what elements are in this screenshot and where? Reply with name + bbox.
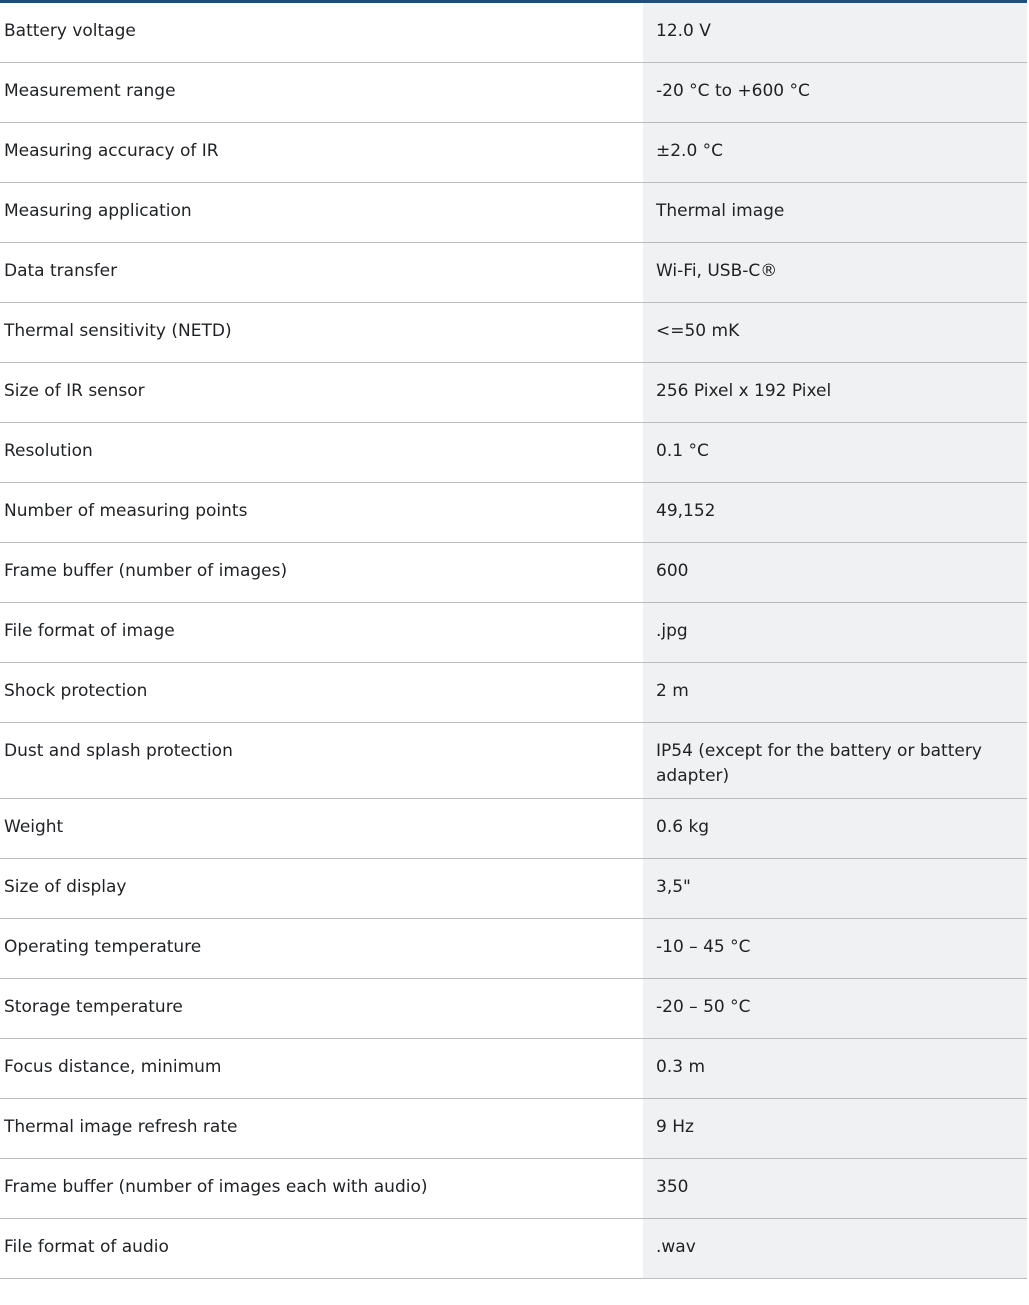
spec-value: 0.1 °C (643, 423, 1027, 482)
spec-row-thermal-sensitivity (0, 303, 1027, 363)
spec-label: Measurement range (0, 63, 643, 122)
spec-label: Resolution (0, 423, 643, 482)
spec-value: 0.3 m (643, 1039, 1027, 1098)
spec-label: File format of audio (0, 1219, 643, 1278)
spec-label: Thermal sensitivity (NETD) (0, 303, 643, 362)
spec-value: -10 – 45 °C (643, 919, 1027, 978)
spec-row-audio-file-format (0, 1219, 1027, 1279)
spec-row-weight (0, 799, 1027, 859)
spec-row-measuring-application (0, 183, 1027, 243)
spec-row-storage-temperature (0, 979, 1027, 1039)
spec-row-frame-buffer (0, 543, 1027, 603)
spec-value: 49,152 (643, 483, 1027, 542)
spec-label: Number of measuring points (0, 483, 643, 542)
spec-value: IP54 (except for the battery or battery adapter) (643, 723, 1027, 798)
spec-label: Measuring accuracy of IR (0, 123, 643, 182)
spec-row-refresh-rate (0, 1099, 1027, 1159)
spec-row-focus-distance (0, 1039, 1027, 1099)
spec-value: 600 (643, 543, 1027, 602)
spec-row-dust-splash-protection (0, 723, 1027, 799)
spec-value: 12.0 V (643, 3, 1027, 62)
spec-label: Data transfer (0, 243, 643, 302)
spec-value: ±2.0 °C (643, 123, 1027, 182)
spec-row-measuring-points (0, 483, 1027, 543)
spec-label: Shock protection (0, 663, 643, 722)
spec-value: 3,5" (643, 859, 1027, 918)
spec-row-shock-protection (0, 663, 1027, 723)
spec-label: Dust and splash protection (0, 723, 643, 798)
spec-row-operating-temperature (0, 919, 1027, 979)
spec-row-frame-buffer-audio (0, 1159, 1027, 1219)
spec-label: Size of IR sensor (0, 363, 643, 422)
spec-value: Wi-Fi, USB-C® (643, 243, 1027, 302)
spec-value: <=50 mK (643, 303, 1027, 362)
spec-value: 350 (643, 1159, 1027, 1218)
spec-label: Measuring application (0, 183, 643, 242)
spec-value: .jpg (643, 603, 1027, 662)
spec-value: Thermal image (643, 183, 1027, 242)
spec-label: Frame buffer (number of images each with audio) (0, 1159, 643, 1218)
spec-value: 9 Hz (643, 1099, 1027, 1158)
spec-value: -20 – 50 °C (643, 979, 1027, 1038)
spec-label: Battery voltage (0, 3, 643, 62)
spec-row-image-file-format (0, 603, 1027, 663)
spec-value: .wav (643, 1219, 1027, 1278)
spec-label: Storage temperature (0, 979, 643, 1038)
spec-row-battery-voltage (0, 3, 1027, 63)
spec-label: Operating temperature (0, 919, 643, 978)
spec-value: 0.6 kg (643, 799, 1027, 858)
spec-row-ir-sensor-size (0, 363, 1027, 423)
spec-label: Weight (0, 799, 643, 858)
spec-row-measurement-range (0, 63, 1027, 123)
spec-value: 256 Pixel x 192 Pixel (643, 363, 1027, 422)
spec-label: Focus distance, minimum (0, 1039, 643, 1098)
spec-value: -20 °C to +600 °C (643, 63, 1027, 122)
spec-label: Frame buffer (number of images) (0, 543, 643, 602)
spec-value: 2 m (643, 663, 1027, 722)
spec-row-data-transfer (0, 243, 1027, 303)
spec-row-resolution (0, 423, 1027, 483)
spec-row-display-size (0, 859, 1027, 919)
spec-label: Thermal image refresh rate (0, 1099, 643, 1158)
spec-label: File format of image (0, 603, 643, 662)
spec-row-measuring-accuracy (0, 123, 1027, 183)
spec-label: Size of display (0, 859, 643, 918)
